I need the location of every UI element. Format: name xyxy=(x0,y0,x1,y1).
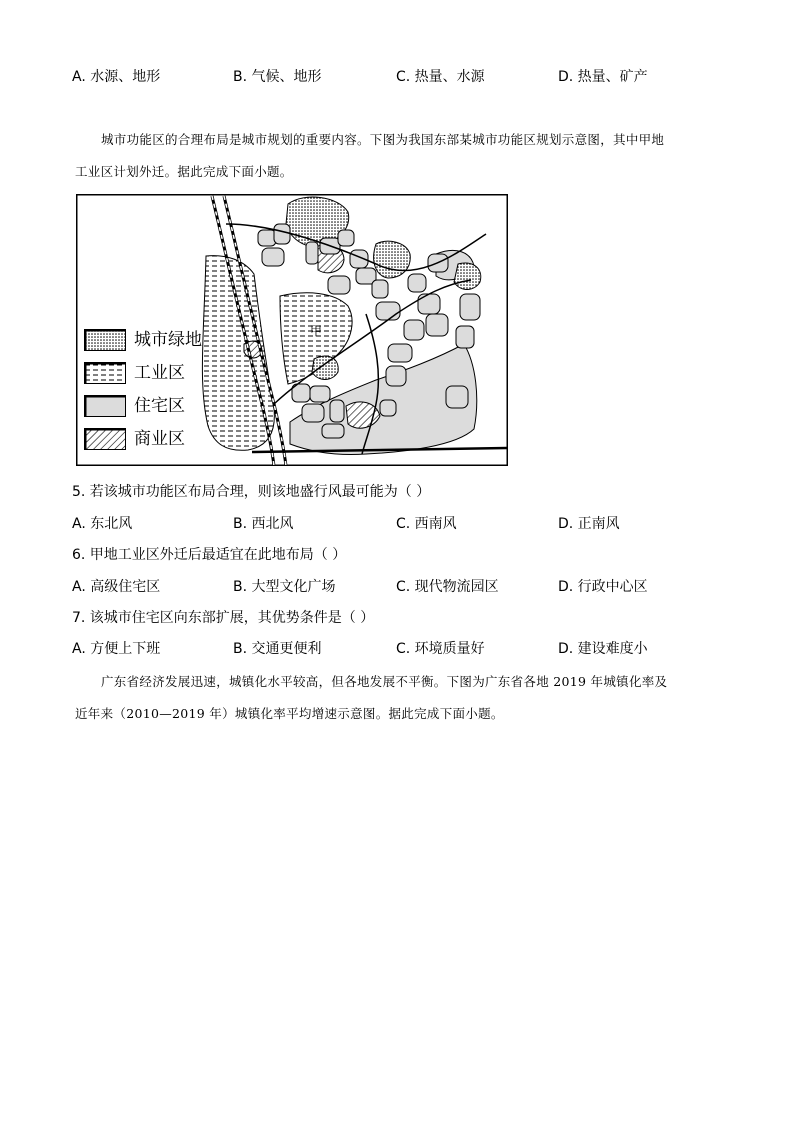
legend-label: 城市绿地 xyxy=(134,330,202,350)
legend-label: 工业区 xyxy=(134,363,185,383)
gray-swatch-icon xyxy=(84,395,126,417)
q7-option-d: D. 建设难度小 xyxy=(558,641,648,657)
option-a: A. 水源、地形 xyxy=(72,69,161,85)
q7-option-a: A. 方便上下班 xyxy=(72,641,161,657)
legend-item-residential xyxy=(84,395,224,419)
option-d: D. 热量、矿产 xyxy=(558,69,648,85)
option-b: B. 气候、地形 xyxy=(233,69,322,85)
intro2-line1: 广东省经济发展迅速，城镇化水平较高，但各地发展不平衡。下图为广东省各地 2019 年城镇化率及 xyxy=(101,674,668,689)
hatch-swatch-icon xyxy=(84,428,126,450)
question-6-options xyxy=(0,576,794,598)
intro1-line2: 工业区计划外迁。据此完成下面小题。 xyxy=(75,164,293,179)
q5-option-d: D. 正南风 xyxy=(558,516,620,532)
legend-item-commercial xyxy=(84,428,224,452)
question-6-stem: 6. 甲地工业区外迁后最适宜在此地布局（ ） xyxy=(72,547,347,563)
question-5-stem: 5. 若该城市功能区布局合理，则该地盛行风最可能为（ ） xyxy=(72,484,431,500)
intro-paragraph-2 xyxy=(75,666,725,730)
intro2-line2: 近年来（2010—2019 年）城镇化率平均增速示意图。据此完成下面小题。 xyxy=(75,706,504,721)
legend-label: 住宅区 xyxy=(134,396,185,416)
q6-option-c: C. 现代物流园区 xyxy=(396,579,499,595)
question-7-stem: 7. 该城市住宅区向东部扩展，其优势条件是（ ） xyxy=(72,610,375,626)
q7-option-b: B. 交通更便利 xyxy=(233,641,322,657)
question-5-options xyxy=(0,513,794,535)
q6-option-d: D. 行政中心区 xyxy=(558,579,648,595)
q6-option-a: A. 高级住宅区 xyxy=(72,579,161,595)
legend-item-green-space xyxy=(84,329,224,353)
option-c: C. 热量、水源 xyxy=(396,69,485,85)
prev-options-row xyxy=(0,66,794,88)
legend-label: 商业区 xyxy=(134,429,185,449)
q5-option-a: A. 东北风 xyxy=(72,516,133,532)
dots-swatch-icon xyxy=(84,329,126,351)
q7-option-c: C. 环境质量好 xyxy=(396,641,485,657)
city-function-map xyxy=(76,194,508,466)
legend-item-industrial xyxy=(84,362,224,386)
intro-paragraph-1 xyxy=(75,124,725,188)
q5-option-c: C. 西南风 xyxy=(396,516,457,532)
intro1-line1: 城市功能区的合理布局是城市规划的重要内容。下图为我国东部某城市功能区规划示意图，其中甲地 xyxy=(101,132,665,147)
dashes-swatch-icon xyxy=(84,362,126,384)
q6-option-b: B. 大型文化广场 xyxy=(233,579,336,595)
q5-option-b: B. 西北风 xyxy=(233,516,294,532)
point-jia-label: 甲 xyxy=(310,324,323,338)
question-7-options xyxy=(0,638,794,660)
